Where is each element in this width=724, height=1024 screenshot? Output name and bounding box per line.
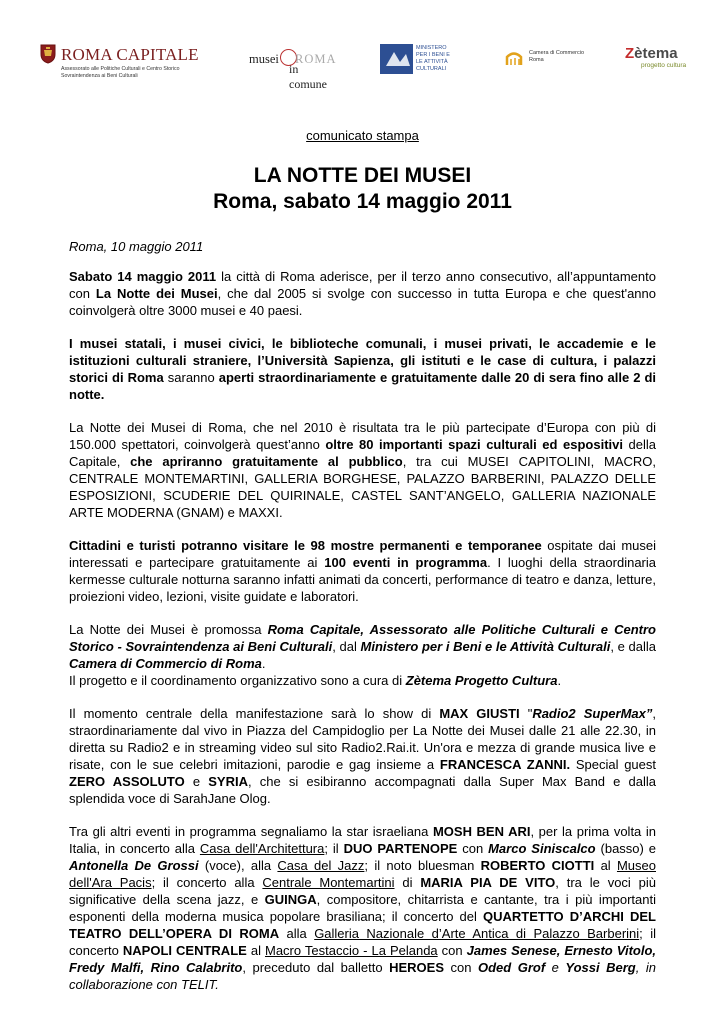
title-line-2: Roma, sabato 14 maggio 2011 xyxy=(213,190,512,213)
logo-bar xyxy=(0,38,724,91)
mibac-emblem-icon xyxy=(380,44,413,74)
musei-in-comune-text-2: ROMA xyxy=(295,52,337,66)
roma-capitale-subtitle-1: Assessorato alle Politiche Culturali e Centro Storico xyxy=(61,66,180,72)
paragraph-1: Sabato 14 maggio 2011 la città di Roma aderisce, per il terzo anno consecutivo, all’appuntamento con La Notte dei Musei, che dal 2005 si svolge con successo in tutta Europa e che quest'anno coinvolgerà oltre 3000 musei e 40 paesi. xyxy=(69,269,656,318)
camera-commercio-text-2: Roma xyxy=(529,57,544,63)
zetema-wordmark: Zètema xyxy=(625,45,678,62)
zetema-logo xyxy=(625,45,705,79)
colosseum-icon xyxy=(505,49,523,67)
roma-capitale-title: ROMA CAPITALE xyxy=(61,45,199,64)
venue-link[interactable]: Galleria Nazionale d’Arte Antica di Palazzo Barberini xyxy=(314,926,640,941)
camera-commercio-text-1: Camera di Commercio xyxy=(529,50,585,56)
venue-link[interactable]: Centrale Montemartini xyxy=(262,875,395,890)
paragraph-5: La Notte dei Musei è promossa Roma Capitale, Assessorato alle Politiche Culturali e Centro Storico - Sovraintendenza ai Beni Culturali, dal Ministero per i Beni e le Attività Culturali, e dalla Camera di Commercio di Roma. Il progetto e il coordinamento organizzativo sono a cura di Zètema Progetto Cultura. xyxy=(69,622,657,688)
roma-capitale-subtitle-2: Sovraintendenza ai Beni Culturali xyxy=(61,73,138,79)
mibac-line-2: PER I BENI E xyxy=(416,52,450,58)
camera-commercio-logo xyxy=(505,47,595,77)
venue-link[interactable]: Macro Testaccio - La Pelanda xyxy=(264,943,438,958)
paragraph-4: Cittadini e turisti potranno visitare le 98 mostre permanenti e temporanee ospitate dai musei interessati e partecipare gratuitamente ai 100 eventi in programma. I luoghi della straordinaria kermesse culturale notturna saranno infatti animati da concerti, performance di teatro e danza, letture, proiezioni video, lezioni, visite guidate e laboratori. xyxy=(69,538,657,604)
musei-in-comune-logo xyxy=(249,48,339,91)
document-label: comunicato stampa xyxy=(306,128,419,143)
venue-link[interactable]: Casa dell'Architettura xyxy=(199,841,325,856)
mibac-logo xyxy=(380,44,470,80)
title-line-1: LA NOTTE DEI MUSEI xyxy=(253,164,472,187)
paragraph-3: La Notte dei Musei di Roma, che nel 2010 è risultata tra le più partecipate d’Europa con più di 150.000 spettatori, coinvolgerà quest’anno oltre 80 importanti spazi culturali ed espositivi della Capitale, che apriranno gratuitamente al pubblico, tra cui MUSEI CAPITOLINI, MACRO, CENTRALE MONTEMARTINI, GALLERIA BORGHESE, PALAZZO BARBERINI, PALAZZO DELLE ESPOSIZIONI, SCUDERIE DEL QUIRINALE, CASTEL SANT’ANGELO, GALLERIA NAZIONALE ARTE MODERNA (GNAM) e MAXXI. xyxy=(69,420,657,520)
mibac-line-3: LE ATTIVITÀ xyxy=(416,59,448,65)
zetema-tagline: progetto cultura xyxy=(641,62,687,69)
venue-link[interactable]: Casa del Jazz xyxy=(277,858,365,873)
paragraph-6: Il momento centrale della manifestazione sarà lo show di MAX GIUSTI "Radio2 SuperMax”, straordinariamente dal vivo in Piazza del Campidoglio per La Notte dei Musei dalle 21 alle 22.30, in diretta su Radio2 e in streaming video sul sito Radio2.Rai.it. Un'ora e mezza di grande musica live e risate, con le sue celebri imitazioni, parodie e gag insieme a FRANCESCA ZANNI. Special guest ZERO ASSOLUTO e SYRIA, che si esibiranno accompagnati dalla Super Max Band e dalla splendida voce di SarahJane Olog. xyxy=(69,706,656,806)
paragraph-7: Tra gli altri eventi in programma segnaliamo la star israeliana MOSH BEN ARI, per la prima volta in Italia, in concerto alla Casa dell'Architettura; il DUO PARTENOPE con Marco Siniscalco (basso) e Antonella De Grossi (voce), alla Casa del Jazz; il noto bluesman ROBERTO CIOTTI al Museo dell'Ara Pacis; il concerto alla Centrale Montemartini di MARIA PIA DE VITO, tra le voci più significative della scena jazz, e GUINGA, compositore, chitarrista e cantante, tra i più importanti esponenti della moderna musica popolare brasiliana; il concerto del QUARTETTO D’ARCHI DEL TEATRO DELL’OPERA DI ROMA alla Galleria Nazionale d’Arte Antica di Palazzo Barberini; il concerto NAPOLI CENTRALE al Macro Testaccio - La Pelanda con James Senese, Ernesto Vitolo, Fredy Malfi, Rino Calabrito, preceduto dal balletto HEROES con Oded Grof e Yossi Berg, in collaborazione con TELIT. xyxy=(69,824,657,992)
mibac-line-4: CULTURALI xyxy=(416,66,447,72)
mibac-line-1: MINISTERO xyxy=(416,45,447,51)
release-date: Roma, 10 maggio 2011 xyxy=(69,239,204,254)
press-release xyxy=(69,128,656,1009)
paragraph-2: I musei statali, i musei civici, le biblioteche comunali, i musei privati, le accademie e le istituzioni culturali straniere, l’Università Sapienza, gli istituti e le case di cultura, i palazzi storici di Roma saranno aperti straordinariamente e gratuitamente dalle 20 di sera fino alle 2 di notte. xyxy=(69,336,657,402)
roma-shield-icon xyxy=(40,44,56,64)
musei-in-comune-text-1: musei xyxy=(249,52,279,66)
venue-link[interactable]: Museo dell'Ara Pacis xyxy=(69,858,656,890)
musei-in-comune-text-3: in comune xyxy=(289,62,327,91)
